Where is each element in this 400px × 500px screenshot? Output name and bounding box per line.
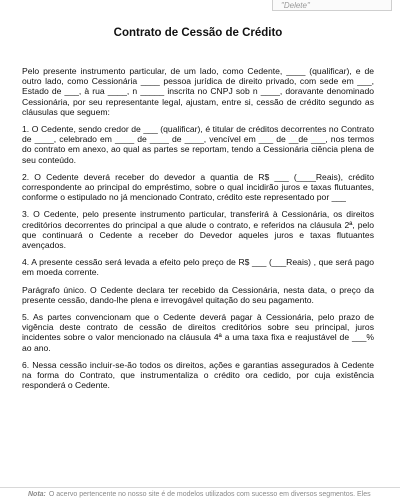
footer-divider [0, 487, 400, 488]
clause-6: 6. Nessa cessão incluir-se-ão todos os direitos, ações e garantias assegurados à Cedente na forma do Contrato, que instrumentaliza o crédito ora cedido, por cuja existência responderá o Cedente. [22, 359, 374, 391]
clause-5: 5. As partes convencionam que o Cedente deverá pagar à Cessionária, pelo prazo de vigência deste contrato de cessão de direitos creditórios sobre seu principal, juros incidentes sobre o valor mencionado na cláusula 4ª a uma taxa fixa e reajustável de ___% ao ano. [22, 312, 374, 353]
delete-tag[interactable]: "Delete" [272, 0, 392, 11]
footer-note-label: Nota: [28, 491, 46, 498]
clause-1: 1. O Cedente, sendo credor de ___ (qualificar), é titular de créditos decorrentes no Contrato de ____, celebrado em ____ de ____ de ____, vencível em ___ de __de ___, nos termos do contrato em anexo, ao qual as partes se reportam, tendo a Cessionária ciência plena de seu conteúdo. [22, 124, 374, 165]
clause-2: 2. O Cedente deverá receber do devedor a quantia de R$ ___ (____Reais), crédito correspondente ao principal do empréstimo, sobre o qual incidirão juros e taxas flutuantes, conforme o estipulado no já mencionado Contrato, crédito este representado por ___ [22, 171, 374, 203]
document-title: Contrato de Cessão de Crédito [113, 27, 283, 39]
footer-note-text: O acervo pertencente no nosso site é de modelos utilizados com sucesso em diversos segmentos. Eles [48, 491, 371, 498]
clause-4: 4. A presente cessão será levada a efeito pelo preço de R$ ___ (___Reais) , que será pago em moeda corrente. [22, 257, 374, 278]
paragrafo-unico: Parágrafo único. O Cedente declara ter recebido da Cessionária, nesta data, o preço da presente cessão, dando-lhe plena e irrevogável quitação do seu pagamento. [22, 284, 374, 305]
footer-note [28, 490, 400, 499]
clause-3: 3. O Cedente, pelo presente instrumento particular, transferirá à Cessionária, os direitos creditórios decorrentes do principal a que alude o contrato, e referidos na cláusula 2ª, pelo que continuará o Cedente a receber do Devedor aqueles juros e taxas flutuantes avençados. [22, 209, 374, 251]
intro-paragraph: Pelo presente instrumento particular, de um lado, como Cedente, ____ (qualificar), e de outro lado, como Cessionária ____ pessoa jurídica de direito privado, com sede em ___, Estado de ___, à rua ____, n _____ inscrita no CNPJ sob n ____, doravante denominado Cessionária, por seu representante legal, ajustam, entre si, cessão de crédito segundo as cláusulas que seguem: [22, 66, 374, 117]
contract-document [22, 26, 374, 397]
